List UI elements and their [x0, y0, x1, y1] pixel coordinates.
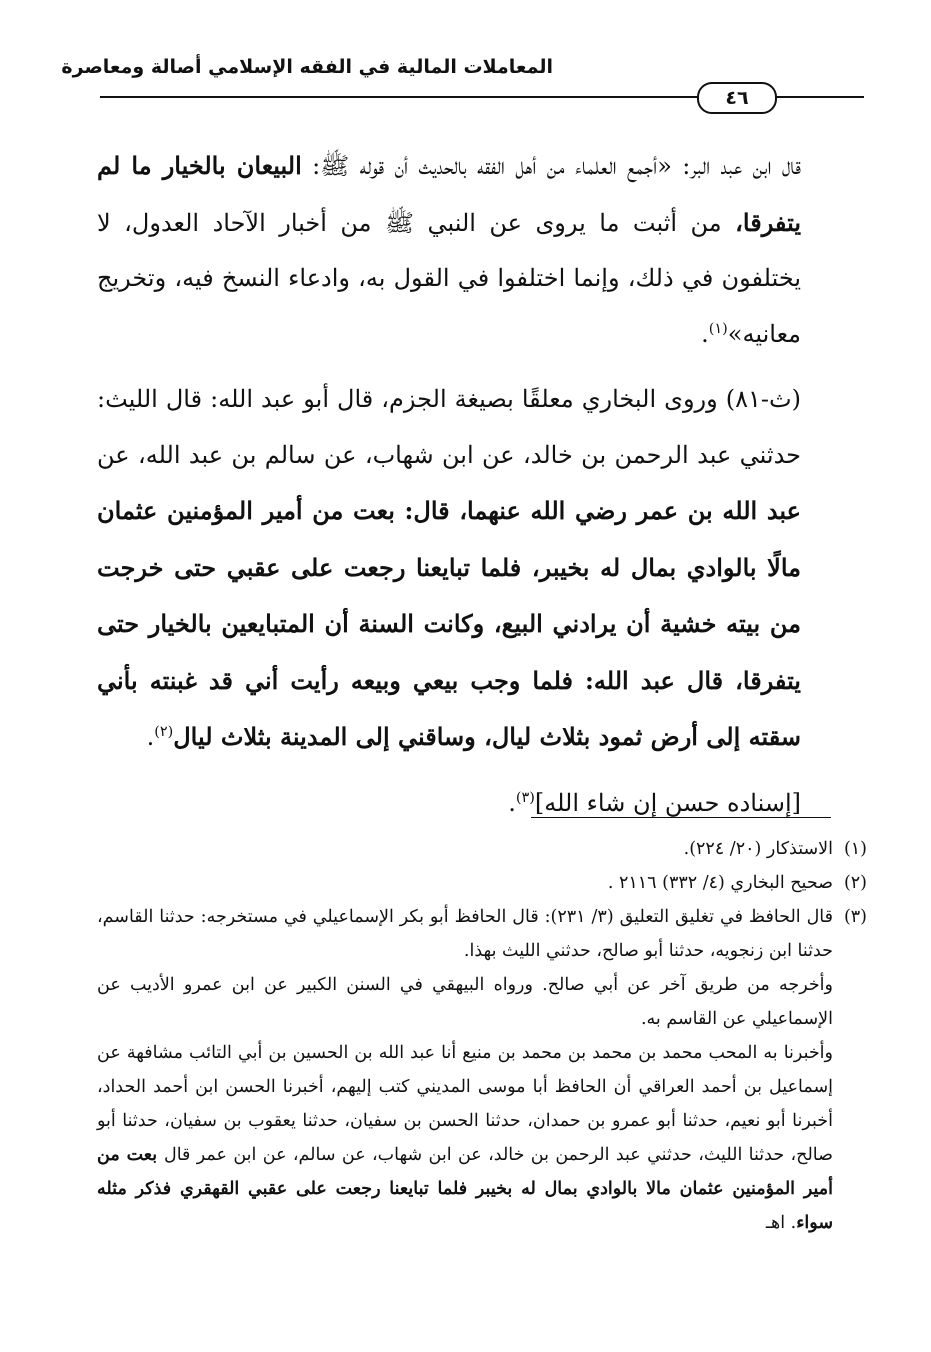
footnote-number: (١) [843, 839, 867, 859]
footnote-number: (٣) [843, 907, 867, 927]
footnote-end: . اهـ [765, 1213, 797, 1233]
narration-chain: حدثني عبد الرحمن بن خالد، عن ابن شهاب، عن سالم بن عبد الله، عن [97, 440, 801, 469]
hadith-text: بعت من أمير المؤمنين عثمان مالا بالوادي بمال له بخيبر فلما تبايعنا رجعت على عقبي القهقري فذكر مثله سواء [97, 1145, 833, 1233]
sentence-end: . [146, 723, 155, 751]
footnote-paragraph: وأخرجه من طريق آخر عن أبي صالح. ورواه البيهقي في السنن الكبير عن ابن عمرو الأديب عن الإسماعيلي عن القاسم به. [97, 975, 833, 1029]
narrator-name: عبد الله بن عمر رضي الله عنهما، [459, 496, 801, 525]
footnotes [97, 832, 867, 1240]
hadith-phrase: البيعان بالخيار ما لم يتفرقا، [97, 151, 801, 237]
quote-line-4: وتخريج معانيه» [97, 264, 801, 348]
footnote-text: صحيح البخاري (٤/ ٣٣٢) ٢١١٦ . [607, 873, 833, 893]
paragraph-isnad-grade [97, 776, 831, 832]
footnote-separator [531, 817, 831, 818]
footnote-ref-2[interactable]: (٢) [154, 724, 174, 740]
chain-of-narration: وأخبرنا به المحب محمد بن محمد بن محمد بن منيع أنا عبد الله بن الحسين بن أبي التائب مشافهة عن إسماعيل بن أحمد العراقي أن الحافظ أبا موسى المديني كتب إليهم، أخبرنا الحسن ابن أحمد الحداد، أخبرنا أبو نعيم، حدثنا أبو عمرو بن حمدان، حدثنا الحسن بن سفيان، حدثنا يعقوب بن سفيان، حدثنا أبو صالح، حدثنا الليث، حدثني عبد الرحمن بن خالد، عن ابن شهاب، عن سالم، عن ابن عمر قال [97, 1043, 833, 1165]
paragraph-bukhari-narration [97, 372, 831, 766]
footnote-ref-1[interactable]: (١) [708, 320, 728, 337]
paragraph-ibn-abd-al-barr [97, 138, 831, 362]
quote-line-1: قال ابن عبد البر: «أجمع العلماء من أهل الفقه بالحديث أن قوله ﷺ: [312, 152, 801, 180]
footnote-text: الاستذكار (٢٠/ ٢٢٤). [683, 839, 833, 859]
narration-intro: (ث-٨١) وروى البخاري معلقًا بصيغة الجزم، قال أبو عبد الله: قال الليث: [97, 385, 801, 413]
footnote-number: (٢) [843, 873, 867, 893]
main-text [97, 138, 831, 831]
footnote-2 [97, 866, 867, 900]
footnote-paragraph [97, 1036, 833, 1240]
footnote-text [97, 900, 833, 1240]
hadith-text: قال: بعت من أمير المؤمنين عثمان مالًا بالوادي بمال له بخيبر، فلما تبايعنا رجعت على عقبي حتى خرجت من بيته خشية أن يرادني البيع، وكانت السنة أن المتبايعين بالخيار حتى يتفرقا، قال عبد الله: فلما وجب بيعي وبيعه رأيت أني قد غبنته بأني سقته إلى أرض ثمود بثلاث ليال، وساقني إلى المدينة بثلاث ليال [97, 496, 802, 751]
footnote-paragraph: قال الحافظ في تغليق التعليق (٣/ ٢٣١): قال الحافظ أبو بكر الإسماعيلي في مستخرجه: حدثنا القاسم، حدثنا ابن زنجويه، حدثنا أبو صالح، حدثني الليث بهذا. [97, 907, 833, 961]
footnote-1 [97, 832, 867, 866]
footnote-ref-3[interactable]: (٣) [515, 789, 535, 806]
sentence-end: . [701, 319, 709, 348]
footnote-3 [97, 900, 867, 1240]
quote-line-2: من أثبت ما يروى عن النبي ﷺ من أخبار الآحاد [212, 208, 736, 237]
page-number: ٤٦ [697, 82, 777, 114]
isnad-grade: [إسناده حسن إن شاء الله] [534, 788, 801, 817]
quote-line-3: العدول، لا يختلفون في ذلك، وإنما اختلفوا في القول به، وادعاء النسخ فيه، [97, 208, 801, 292]
running-title: المعاملات المالية في الفقه الإسلامي أصالة ومعاصرة [61, 56, 553, 78]
sentence-end: . [508, 788, 516, 817]
